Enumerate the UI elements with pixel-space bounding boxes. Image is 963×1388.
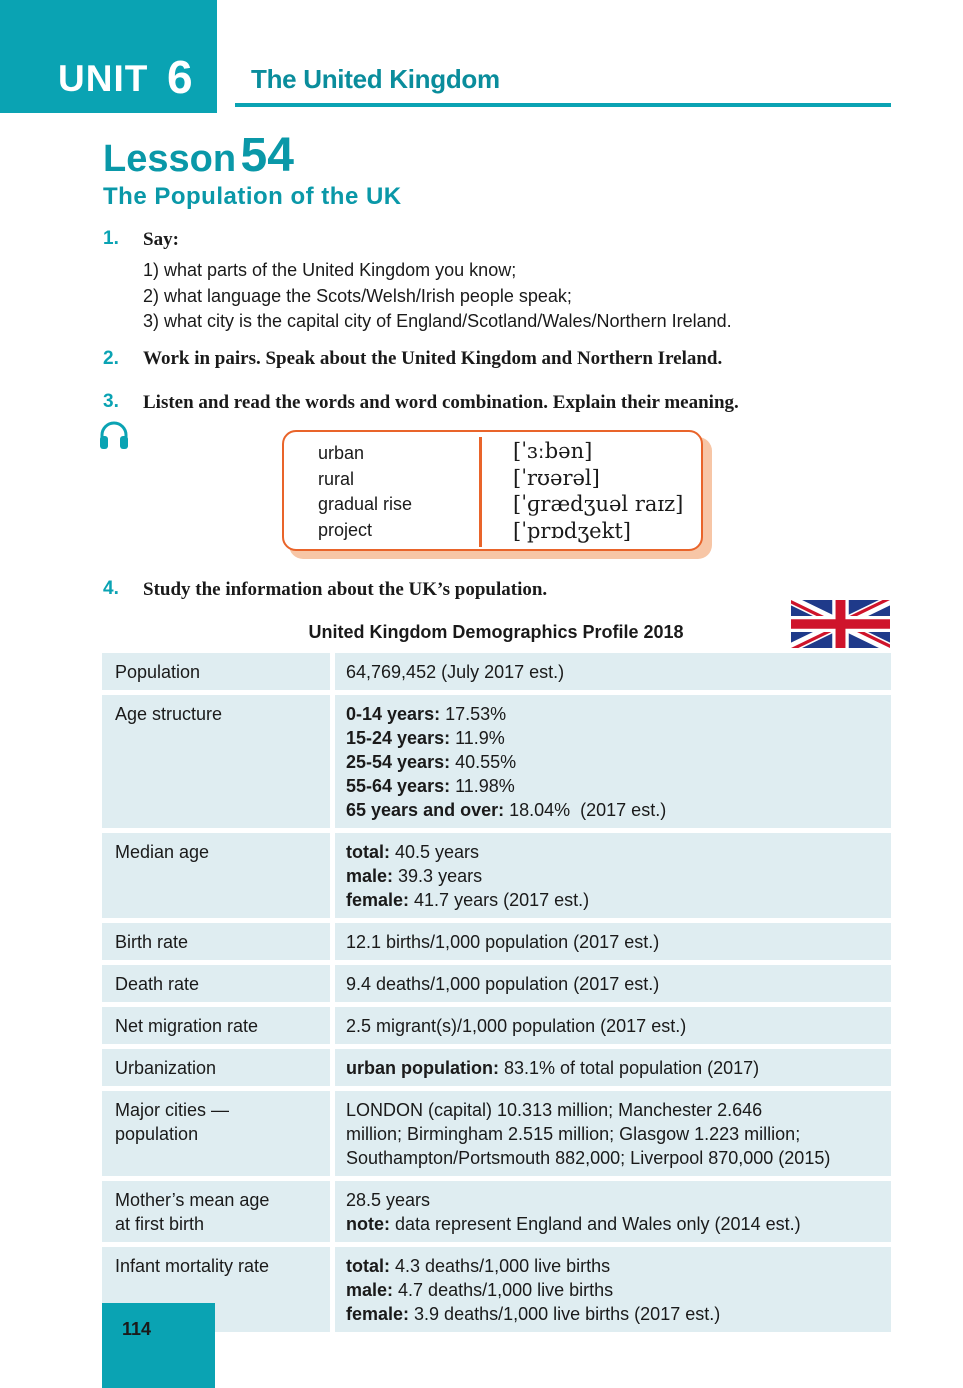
value-text: 83.1% of total population (2017): [498, 1058, 760, 1078]
value-line: [346, 702, 881, 726]
table-row: [102, 1245, 891, 1335]
value-line: [346, 750, 881, 774]
value-text: 11.98%: [450, 776, 515, 796]
row-label-cell: [102, 653, 333, 693]
value-term: male:: [346, 1280, 394, 1300]
value-text: 39.3 years: [393, 866, 483, 886]
row-label-line: Death rate: [115, 974, 200, 994]
table-row: [102, 1005, 891, 1047]
value-text: 3.9 deaths/1,000 live births (2017 est.): [409, 1304, 721, 1324]
row-label-cell: [102, 831, 333, 921]
value-line: [346, 1212, 881, 1236]
row-label-cell: [102, 921, 333, 963]
row-label-line: Urbanization: [115, 1058, 217, 1078]
value-line: [346, 1146, 881, 1170]
value-text: 11.9%: [450, 728, 505, 748]
table-row: [102, 1089, 891, 1179]
task-3-instruction: Listen and read the words and word combination. Explain their meaning.: [143, 392, 739, 413]
row-value-cell: [333, 653, 892, 693]
vocab-transcription: [ˈprɒdʒekt]: [513, 518, 631, 543]
table-row: [102, 831, 891, 921]
value-text: Southampton/Portsmouth 882,000; Liverpool 870,000 (2015): [346, 1148, 831, 1168]
row-label-line: population: [115, 1124, 199, 1144]
row-label-line: Population: [115, 662, 201, 682]
value-text: LONDON (capital) 10.313 million; Manchester 2.646: [346, 1100, 763, 1120]
table-row: [102, 921, 891, 963]
value-line: [346, 660, 881, 684]
value-line: [346, 1056, 881, 1080]
value-term: 15-24 years:: [346, 728, 451, 748]
value-line: [346, 1098, 881, 1122]
table-row: [102, 653, 891, 693]
row-label-line: Infant mortality rate: [115, 1256, 270, 1276]
value-line: [346, 840, 881, 864]
header-divider: [235, 103, 891, 107]
row-value-cell: [333, 693, 892, 831]
vocab-transcription: [ˈrʊərəl]: [513, 465, 600, 490]
table-row: [102, 693, 891, 831]
value-text: 12.1 births/1,000 population (2017 est.): [346, 932, 660, 952]
value-text: data represent England and Wales only (2014 est.): [390, 1214, 801, 1234]
vocab-transcription: [ˈɜːbən]: [513, 439, 593, 463]
row-label-cell: [102, 1005, 333, 1047]
value-text: 40.55%: [450, 752, 517, 772]
value-term: 65 years and over:: [346, 800, 505, 820]
vocab-word: urban: [318, 443, 365, 463]
value-term: female:: [346, 890, 410, 910]
value-term: 0-14 years:: [346, 704, 441, 724]
task-1-instruction: Say:: [143, 229, 179, 250]
table-title: United Kingdom Demographics Profile 2018: [308, 622, 684, 642]
lesson-heading: [103, 128, 294, 183]
value-text: 28.5 years: [346, 1190, 431, 1210]
page-number: 114: [122, 1319, 152, 1339]
row-label-line: Mother’s mean age: [115, 1190, 270, 1210]
unit-label: UNIT: [58, 58, 149, 99]
value-line: [346, 972, 881, 996]
vocab-divider: [479, 437, 482, 547]
value-text: 64,769,452 (July 2017 est.): [346, 662, 565, 682]
row-value-cell: [333, 921, 892, 963]
value-line: [346, 930, 881, 954]
lesson-word: Lesson: [103, 138, 237, 180]
value-text: 41.7 years (2017 est.): [409, 890, 590, 910]
task-2-number: 2.: [103, 348, 119, 369]
value-line: [346, 774, 881, 798]
unit-title: The United Kingdom: [251, 64, 500, 94]
task-4-instruction: Study the information about the UK’s population.: [143, 579, 548, 600]
value-term: total:: [346, 842, 390, 862]
unit-badge: [0, 0, 217, 113]
value-text: 17.53%: [440, 704, 507, 724]
value-line: [346, 864, 881, 888]
row-label-cell: [102, 1179, 333, 1245]
row-value-cell: [333, 963, 892, 1005]
lesson-number: 54: [240, 129, 294, 182]
value-term: note:: [346, 1214, 390, 1234]
value-line: [346, 1122, 881, 1146]
value-term: female:: [346, 1304, 410, 1324]
task-1-number: 1.: [103, 228, 119, 249]
row-value-cell: [333, 1089, 892, 1179]
page-number-box: [102, 1303, 215, 1388]
task-4-number: 4.: [103, 578, 119, 599]
row-label-cell: [102, 1047, 333, 1089]
row-value-cell: [333, 1047, 892, 1089]
task-3-number: 3.: [103, 391, 119, 412]
vocab-transcription: [ˈɡrædʒuəl raɪz]: [513, 492, 684, 516]
value-text: 4.3 deaths/1,000 live births: [390, 1256, 611, 1276]
value-line: [346, 1188, 881, 1212]
vocab-transcription-list: [513, 438, 683, 544]
value-text: million; Birmingham 2.515 million; Glasgow 1.223 million;: [346, 1124, 801, 1144]
value-term: total:: [346, 1256, 390, 1276]
row-label-line: at first birth: [115, 1214, 205, 1234]
value-line: [346, 888, 881, 912]
table-row: [102, 1179, 891, 1245]
table-row: [102, 1047, 891, 1089]
list-item: 3) what city is the capital city of England/Scotland/Wales/Northern Ireland.: [143, 311, 732, 331]
lesson-subtitle: The Population of the UK: [103, 183, 402, 210]
value-line: [346, 1302, 881, 1326]
row-label-line: Major cities —: [115, 1100, 230, 1120]
value-line: [346, 1278, 881, 1302]
row-label-line: Median age: [115, 842, 210, 862]
value-text: 18.04% (2017 est.): [504, 800, 667, 820]
value-text: 9.4 deaths/1,000 population (2017 est.): [346, 974, 660, 994]
vocab-word: rural: [318, 468, 355, 489]
value-line: [346, 798, 881, 822]
vocab-word-list: [318, 441, 412, 544]
task-2-instruction: Work in pairs. Speak about the United Kingdom and Northern Ireland.: [143, 348, 723, 369]
demographics-table: [102, 653, 891, 1337]
task-1-list: [143, 258, 732, 335]
value-term: 55-64 years:: [346, 776, 451, 796]
value-text: 4.7 deaths/1,000 live births: [393, 1280, 614, 1300]
value-term: male:: [346, 866, 394, 886]
value-text: 2.5 migrant(s)/1,000 population (2017 est.): [346, 1016, 687, 1036]
list-item: 2) what language the Scots/Welsh/Irish people speak;: [143, 285, 572, 306]
headphones-icon[interactable]: [98, 419, 130, 451]
table-row: [102, 963, 891, 1005]
list-item: 1) what parts of the United Kingdom you know;: [143, 260, 517, 280]
row-label-line: Age structure: [115, 704, 223, 724]
row-value-cell: [333, 1245, 892, 1335]
row-label-cell: [102, 963, 333, 1005]
row-label-cell: [102, 693, 333, 831]
value-term: urban population:: [346, 1058, 499, 1078]
row-label-cell: [102, 1089, 333, 1179]
row-label-line: Birth rate: [115, 932, 189, 952]
row-value-cell: [333, 831, 892, 921]
vocab-word: project: [318, 520, 373, 541]
value-term: 25-54 years:: [346, 752, 451, 772]
value-line: [346, 1014, 881, 1038]
vocab-word: gradual rise: [318, 494, 413, 515]
value-text: 40.5 years: [390, 842, 480, 862]
value-line: [346, 1254, 881, 1278]
row-value-cell: [333, 1179, 892, 1245]
row-label-line: Net migration rate: [115, 1016, 259, 1036]
row-value-cell: [333, 1005, 892, 1047]
vocab-box: [282, 430, 703, 551]
unit-number: 6: [167, 51, 193, 103]
value-line: [346, 726, 881, 750]
